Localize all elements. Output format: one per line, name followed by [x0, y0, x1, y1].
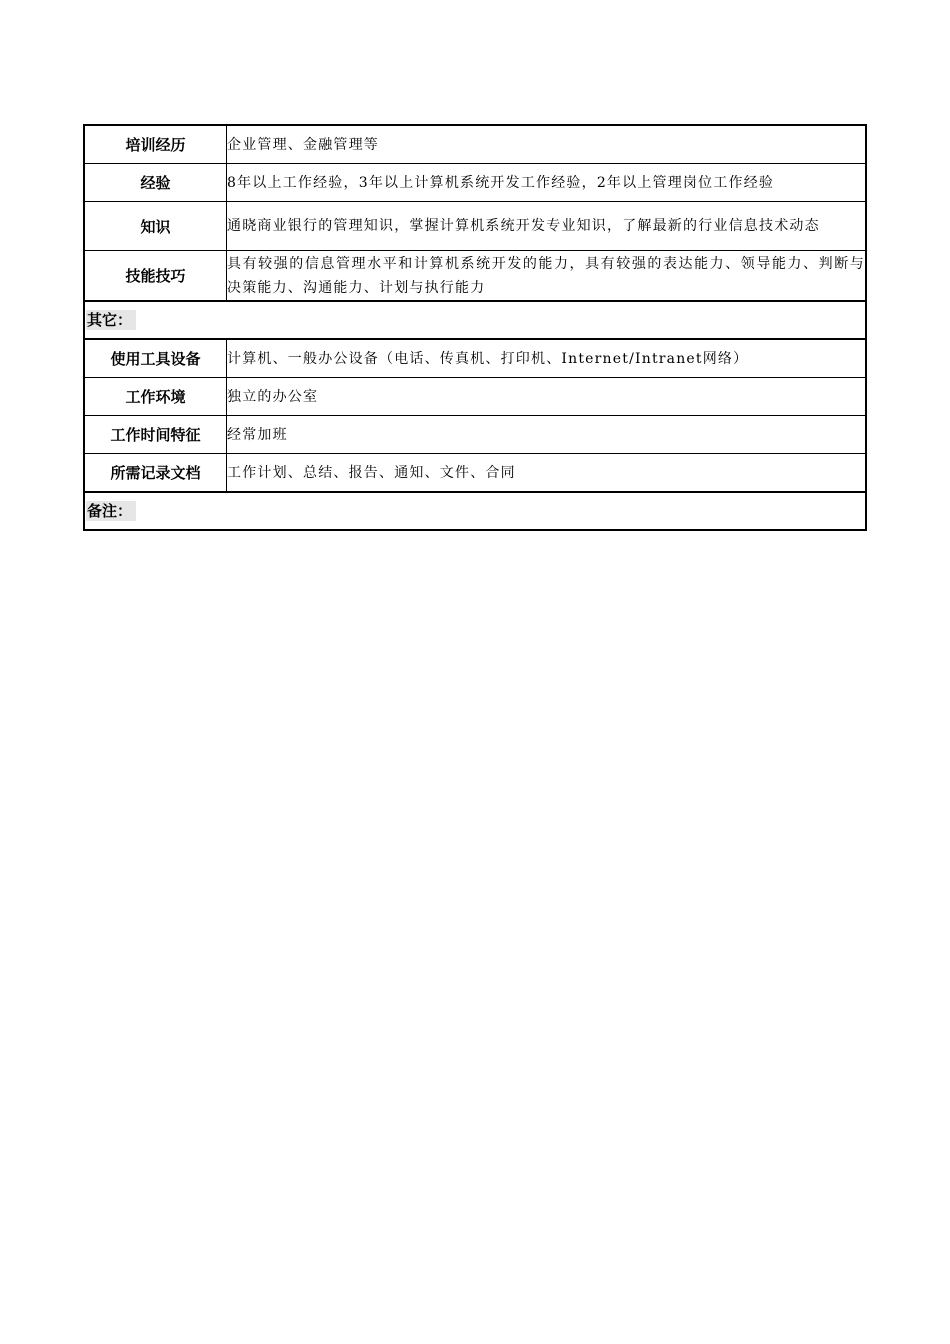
section-title-other: 其它： [86, 310, 136, 330]
row-label-training: 培训经历 [85, 126, 227, 164]
row-value-training: 企业管理、金融管理等 [227, 126, 866, 164]
job-description-table [83, 124, 867, 531]
section-row-remarks [85, 492, 865, 529]
row-value-work-time: 经常加班 [227, 416, 866, 454]
row-label-documents: 所需记录文档 [85, 454, 227, 493]
row-value-tools: 计算机、一般办公设备（电话、传真机、打印机、Internet/Intranet网络） [227, 339, 866, 378]
row-value-knowledge: 通晓商业银行的管理知识，掌握计算机系统开发专业知识，了解最新的行业信息技术动态 [227, 202, 866, 251]
qualification-grid [85, 126, 865, 529]
row-value-skills: 具有较强的信息管理水平和计算机系统开发的能力，具有较强的表达能力、领导能力、判断与决策能力、沟通能力、计划与执行能力 [227, 251, 866, 302]
table-row [85, 251, 865, 302]
row-label-tools: 使用工具设备 [85, 339, 227, 378]
row-label-experience: 经验 [85, 164, 227, 202]
section-title-remarks: 备注： [86, 501, 136, 521]
table-row [85, 454, 865, 493]
row-label-skills: 技能技巧 [85, 251, 227, 302]
table-row [85, 416, 865, 454]
section-header-remarks [85, 492, 865, 529]
row-value-environment: 独立的办公室 [227, 378, 866, 416]
row-label-environment: 工作环境 [85, 378, 227, 416]
row-label-work-time: 工作时间特征 [85, 416, 227, 454]
table-row [85, 126, 865, 164]
table-row [85, 378, 865, 416]
table-row [85, 202, 865, 251]
row-value-experience: 8年以上工作经验，3年以上计算机系统开发工作经验，2年以上管理岗位工作经验 [227, 164, 866, 202]
row-value-documents: 工作计划、总结、报告、通知、文件、合同 [227, 454, 866, 493]
table-row [85, 339, 865, 378]
section-row-other [85, 301, 865, 339]
section-header-other [85, 301, 865, 339]
table-row [85, 164, 865, 202]
row-label-knowledge: 知识 [85, 202, 227, 251]
